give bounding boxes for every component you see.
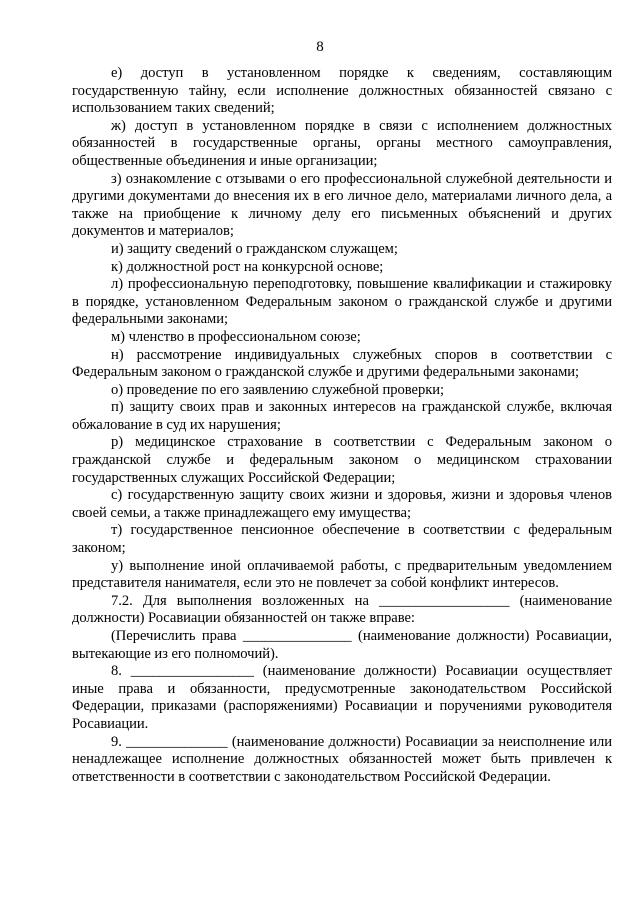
paragraph-n: н) рассмотрение индивидуальных служебных споров в соответствии с Федеральным законом о гражданской службе и другими федеральными законами; — [72, 346, 612, 381]
paragraph-s: с) государственную защиту своих жизни и здоровья, жизни и здоровья членов своей семьи, а также принадлежащего ему имущества; — [72, 487, 612, 521]
paragraph-8: 8. _________________ (наименование должности) Росавиации осуществляет иные права и обязанности, предусмотренные законодательством Российской Федерации, приказами (распоряжениями) Росавиации и поручениями руководителя Росавиации. — [72, 663, 612, 732]
paragraph-r: р) медицинское страхование в соответствии с Федеральным законом о гражданской службе и федеральным законом о медицинском страховании государственных служащих Российской Федерации; — [72, 434, 612, 486]
paragraph-e: е) доступ в установленном порядке к сведениям, составляющим государственную тайну, если исполнение должностных обязанностей связано с использованием таких сведений; — [72, 65, 612, 117]
document-body — [72, 65, 612, 786]
paragraph-t: т) государственное пенсионное обеспечение в соответствии с федеральным законом; — [72, 522, 612, 557]
paragraph-9: 9. ______________ (наименование должности) Росавиации за неисполнение или ненадлежащее исполнение должностных обязанностей может быть привлечен к ответственности в соответствии с законодательством Российской Федерации. — [72, 733, 612, 785]
page-number: 8 — [316, 39, 324, 55]
paragraph-k: к) должностной рост на конкурсной основе; — [111, 258, 384, 275]
paragraph-m: м) членство в профессиональном союзе; — [111, 328, 361, 345]
paragraph-o: о) проведение по его заявлению служебной проверки; — [111, 381, 444, 398]
paragraph-zh: ж) доступ в установленном порядке в связи с исполнением должностных обязанностей в государственные органы, органы местного самоуправления, общественные объединения и иные организации; — [72, 117, 612, 169]
paragraph-u: у) выполнение иной оплачиваемой работы, с предварительным уведомлением представителя нанимателя, если это не повлечет за собой конфликт интересов. — [72, 557, 612, 592]
paragraph-z: з) ознакомление с отзывами о его профессиональной служебной деятельности и другими документами до внесения их в его личное дело, материалами личного дела, а также на приобщение к личному делу его письменных объяснений и других документов и материалов; — [72, 170, 612, 240]
paragraph-p: п) защиту своих прав и законных интересов на гражданской службе, включая обжалование в суд их нарушения; — [72, 399, 612, 433]
paragraph-7-2: 7.2. Для выполнения возложенных на __________________ (наименование должности) Росавиации обязанностей он также вправе: — [72, 592, 612, 627]
paragraph-rights-list: (Перечислить права _______________ (наименование должности) Росавиации, вытекающие из его полномочий). — [72, 628, 612, 662]
paragraph-l: л) профессиональную переподготовку, повышение квалификации и стажировку в порядке, установленном Федеральным законом о гражданской службе и другими федеральными законами; — [72, 276, 612, 328]
paragraph-i: и) защиту сведений о гражданском служащем; — [111, 240, 398, 257]
